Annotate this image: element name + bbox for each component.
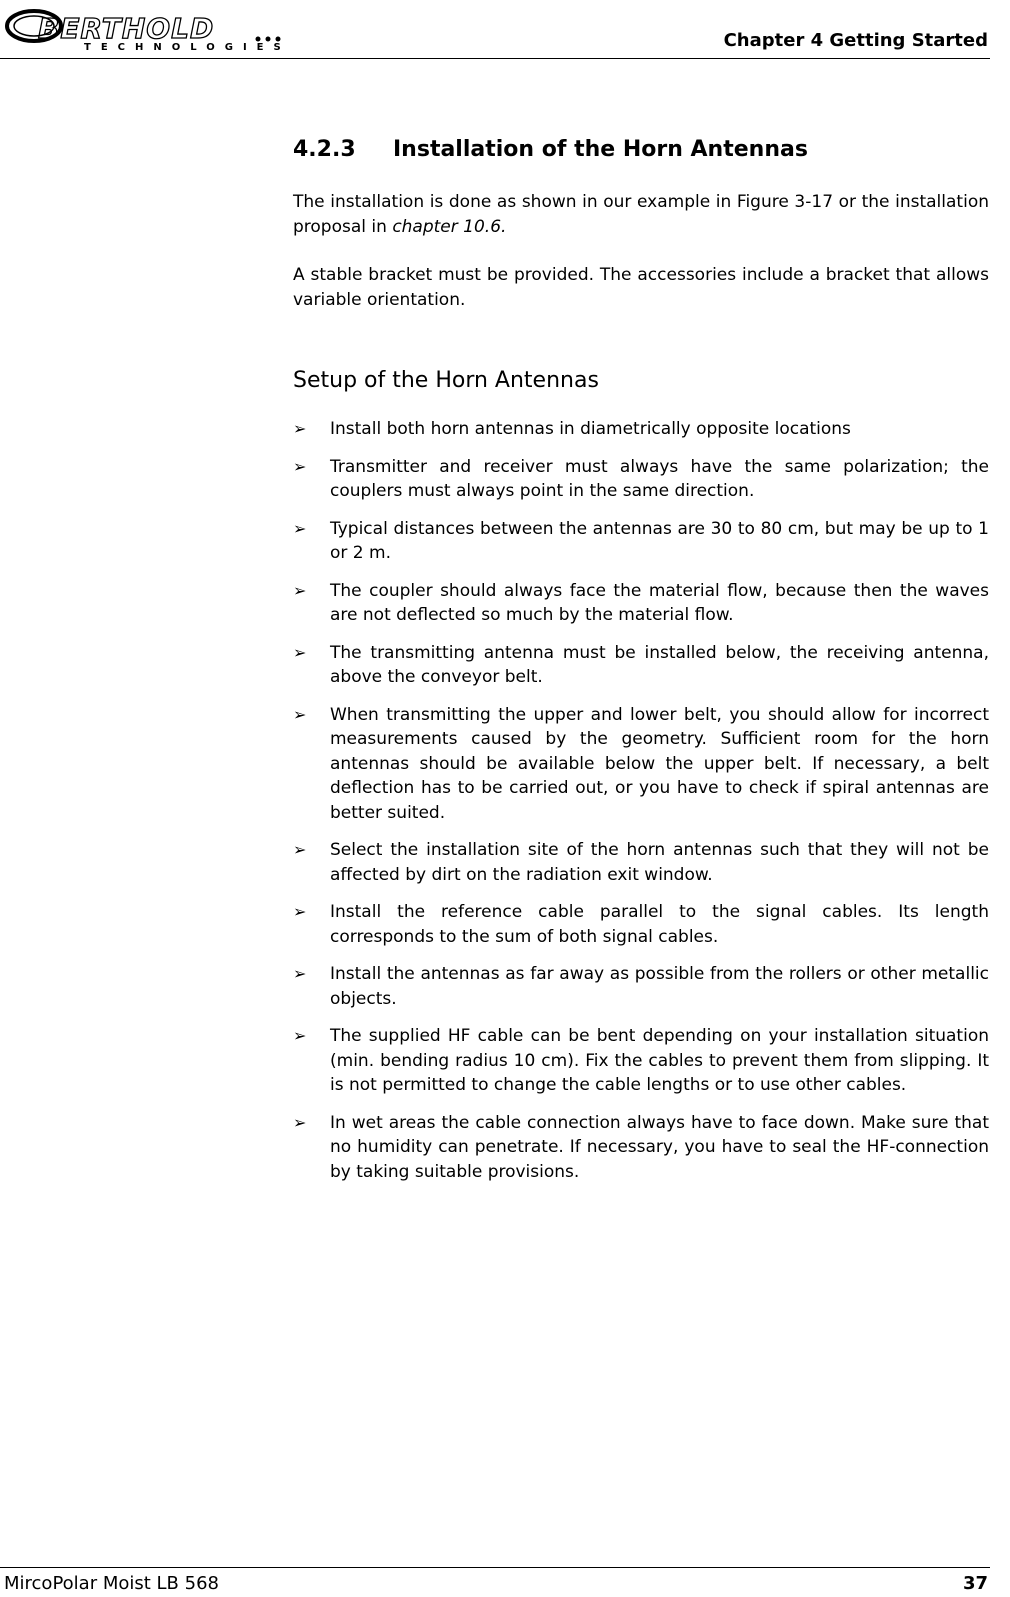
bullet-text: The coupler should always face the material flow, because then the waves are not deflected so much by the material flow. — [330, 580, 989, 625]
arrow-bullet-icon: ➢ — [293, 840, 307, 859]
bullet-item — [293, 900, 989, 949]
page-header — [0, 0, 990, 59]
arrow-bullet-icon: ➢ — [293, 419, 307, 438]
intro-paragraph-2: A stable bracket must be provided. The accessories include a bracket that allows variable orientation. — [293, 265, 989, 310]
bullet-text: The transmitting antenna must be installed below, the receiving antenna, above the conveyor belt. — [330, 642, 989, 687]
bullet-item — [293, 838, 989, 887]
arrow-bullet-icon: ➢ — [293, 704, 307, 724]
bullet-item — [293, 517, 989, 566]
bullet-item — [293, 417, 989, 442]
bullet-item — [293, 1111, 989, 1185]
intro-paragraph-1 — [293, 190, 989, 239]
bullet-item — [293, 455, 989, 504]
page-number: 37 — [962, 1573, 988, 1594]
bullet-text: Install the reference cable parallel to the signal cables. Its length corresponds to the sum of both signal cables. — [330, 902, 989, 947]
setup-bullet-list — [293, 417, 989, 1184]
arrow-bullet-icon: ➢ — [293, 1112, 307, 1132]
arrow-bullet-icon: ➢ — [293, 964, 307, 983]
bullet-item — [293, 641, 989, 690]
berthold-logo — [4, 8, 294, 52]
section-number: 4.2.3 — [293, 137, 356, 162]
svg-text:BERTHOLD: BERTHOLD — [38, 12, 215, 45]
bullet-text: Install the antennas as far away as possible from the rollers or other metallic objects. — [330, 964, 989, 1009]
intro-text: The installation is done as shown in our example in Figure 3-17 or the installation proposal in — [293, 192, 989, 237]
bullet-text: In wet areas the cable connection always have to face down. Make sure that no humidity can penetrate. If necessary, you have to seal the HF-connection by taking suitable provisions. — [330, 1112, 989, 1182]
arrow-bullet-icon: ➢ — [293, 642, 307, 662]
bullet-text: Typical distances between the antennas are 30 to 80 cm, but may be up to 1 or 2 m. — [330, 518, 989, 563]
svg-text:TECHNOLOGIES: TECHNOLOGIES — [84, 42, 291, 52]
bullet-item — [293, 703, 989, 826]
arrow-bullet-icon: ➢ — [293, 456, 307, 476]
bullet-item — [293, 1024, 989, 1098]
chapter-reference: chapter 10.6. — [392, 216, 507, 237]
arrow-bullet-icon: ➢ — [293, 1026, 307, 1045]
section-heading — [293, 136, 989, 164]
page-footer — [0, 1567, 990, 1597]
setup-heading: Setup of the Horn Antennas — [293, 368, 599, 393]
arrow-bullet-icon: ➢ — [293, 518, 307, 538]
bullet-text: Install both horn antennas in diametrically opposite locations — [330, 419, 851, 439]
bullet-item — [293, 579, 989, 628]
bullet-text: When transmitting the upper and lower belt, you should allow for incorrect measurements caused by the geometry. Sufficient room for the horn antennas should be available below the upper belt. If necessary, a belt deflection has to be carried out, or you have to check if spiral antennas are better suited. — [330, 704, 989, 823]
arrow-bullet-icon: ➢ — [293, 902, 307, 921]
chapter-title: Chapter 4 Getting Started — [723, 30, 988, 51]
bullet-text: Transmitter and receiver must always have the same polarization; the couplers must always point in the same direction. — [330, 456, 989, 501]
bullet-text: The supplied HF cable can be bent depending on your installation situation (min. bending radius 10 cm). Fix the cables to prevent them from slipping. It is not permitted to change the cable lengths or to use other cables. — [330, 1026, 989, 1095]
bullet-text: Select the installation site of the horn antennas such that they will not be affected by dirt on the radiation exit window. — [330, 840, 989, 885]
section-title: Installation of the Horn Antennas — [393, 137, 808, 162]
document-name: MircoPolar Moist LB 568 — [4, 1573, 219, 1594]
bullet-item — [293, 962, 989, 1011]
page-content — [293, 136, 989, 1197]
arrow-bullet-icon: ➢ — [293, 580, 307, 600]
